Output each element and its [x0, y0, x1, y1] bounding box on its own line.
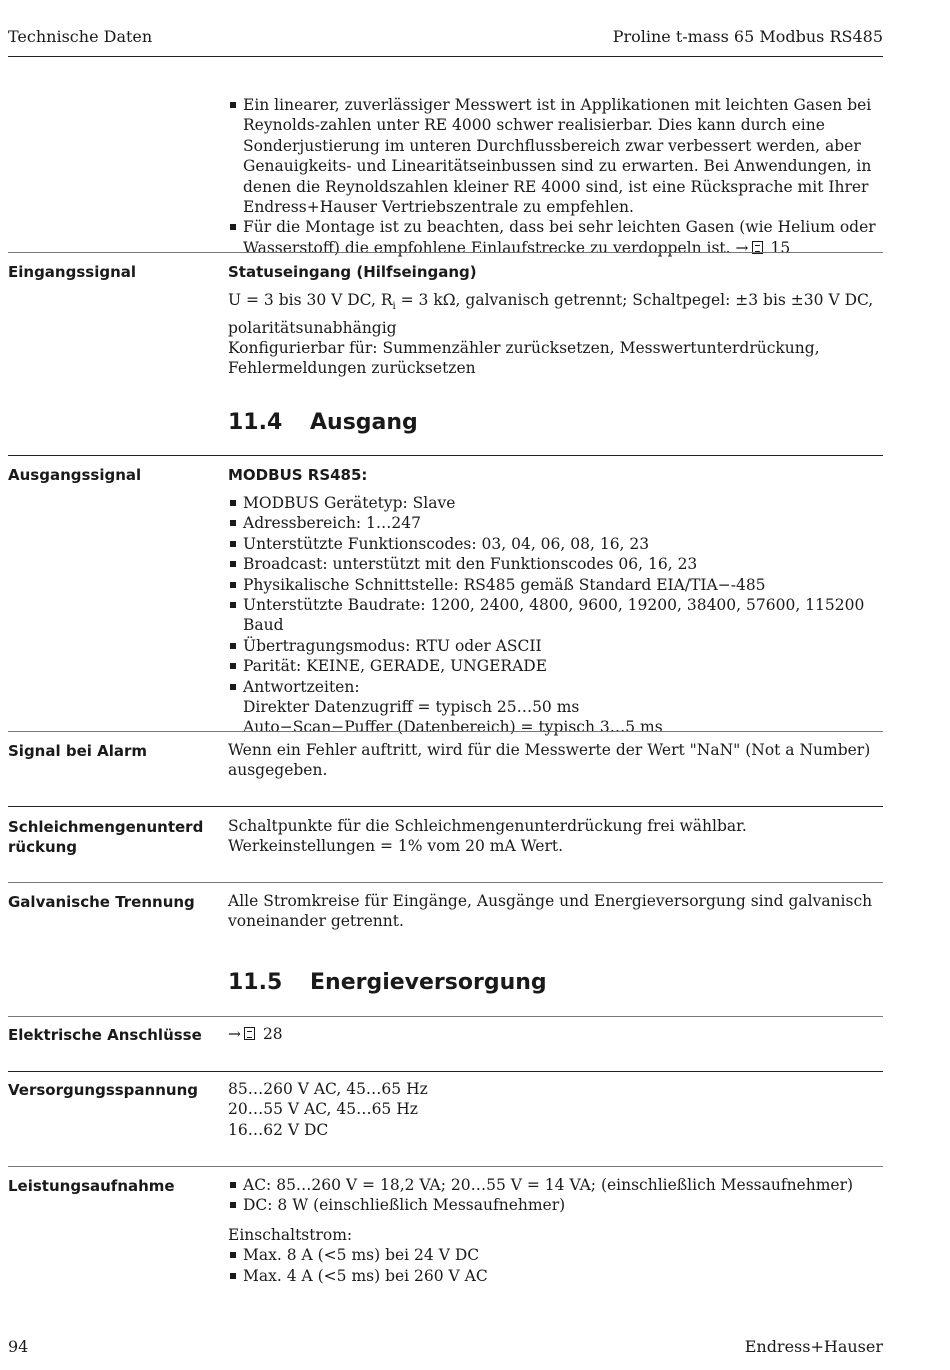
list-item: Unterstützte Funktionscodes: 03, 04, 06, 08, 16, 23: [228, 534, 888, 554]
arrow-right-icon: →: [735, 238, 749, 257]
galvanisch-text: Alle Stromkreise für Eingänge, Ausgänge und Energieversorgung sind galvanisch voneinander getrennt.: [228, 892, 873, 931]
header-right: Proline t-mass 65 Modbus RS485: [612, 27, 883, 46]
leistung-content: [228, 1175, 888, 1286]
divider: [8, 1166, 883, 1167]
ausgangssignal-content: [228, 465, 888, 738]
list-item: Physikalische Schnittstelle: RS485 gemäß Standard EIA/TIA−‑485: [228, 575, 888, 595]
section-number: 11.4: [228, 410, 283, 435]
intro-list: [228, 95, 888, 258]
divider: [8, 882, 883, 883]
list-item: AC: 85…260 V = 18,2 VA; 20…55 V = 14 VA; (einschließlich Messaufnehmer): [228, 1175, 888, 1195]
list-item: Antwortzeiten: Direkter Datenzugriff = typisch 25…50 ms Auto−Scan−Puffer (Datenbereich) = typisch 3…5 ms: [228, 677, 888, 738]
list-item: Max. 8 A (<5 ms) bei 24 V DC: [228, 1245, 888, 1265]
eingangssignal-content: [228, 262, 888, 379]
list-item: MODBUS Gerätetyp: Slave: [228, 493, 888, 513]
row-label-schleichmenge: Schleichmengenunterdrückung: [8, 818, 204, 856]
page-number: 94: [8, 1337, 29, 1356]
page-ref[interactable]: 15: [770, 238, 791, 257]
eingang-line-1: U = 3 bis 30 V DC, $R_i = 3$ kΩ, galvanisch getrennt; Schaltpegel: ±3 bis ±30 V DC, polaritätsunabhängig: [228, 291, 874, 337]
versorgung-content: 85…260 V AC, 45…65 Hz 20…55 V AC, 45…65 Hz 16…62 V DC: [228, 1080, 428, 1139]
divider: [8, 252, 883, 253]
einschalt-label: Einschaltstrom:: [228, 1225, 353, 1244]
footer-brand: Endress+Hauser: [744, 1337, 883, 1356]
divider: [8, 1071, 883, 1072]
row-label-galvanisch: Galvanische Trennung: [8, 893, 195, 911]
divider: [8, 731, 883, 732]
header-rule: [8, 56, 883, 57]
list-item: Adressbereich: 1…247: [228, 513, 888, 533]
list-item: Für die Montage ist zu beachten, dass bei sehr leichten Gasen (wie Helium oder Wasserstoff) die empfohlene Einlaufstrecke zu verdoppeln ist. → 15: [228, 217, 888, 258]
list-item: Übertragungsmodus: RTU oder ASCII: [228, 636, 888, 656]
subheading: Statuseingang (Hilfseingang): [228, 263, 477, 281]
subheading: MODBUS RS485:: [228, 466, 368, 484]
list-item: Ein linearer, zuverlässiger Messwert ist in Applikationen mit leichten Gasen bei Reynolds-zahlen unter RE 4000 schwer realisierbar. Dies kann durch eine Sonderjustierung im unteren Durchflussbereich zwar verbessert werden, aber Genauigkeits- und Linearitätseinbussen sind zu erwarten. Bei Anwendungen, in denen die Reynoldszahlen kleiner RE 4000 sind, ist eine Rücksprache mit Ihrer Endress+Hauser Vertriebszentrale zu empfehlen.: [228, 95, 888, 217]
section-title: Energieversorgung: [310, 970, 547, 995]
list-item: DC: 8 W (einschließlich Messaufnehmer): [228, 1195, 888, 1215]
section-heading-energieversorgung: [228, 970, 547, 995]
schleichmenge-content: Schaltpunkte für die Schleichmengenunterdrückung frei wählbar. Werkeinstellungen = 1% vom 20 mA Wert.: [228, 817, 747, 856]
list-item: Broadcast: unterstützt mit den Funktionscodes 06, 16, 23: [228, 554, 888, 574]
eingang-line-2: Konfigurierbar für: Summenzähler zurücksetzen, Messwertunterdrückung, Fehlermeldungen zurücksetzen: [228, 338, 820, 378]
section-number: 11.5: [228, 970, 283, 995]
list-item: Max. 4 A (<5 ms) bei 260 V AC: [228, 1266, 888, 1286]
row-label-alarm: Signal bei Alarm: [8, 742, 148, 760]
section-title: Ausgang: [310, 410, 418, 435]
divider: [8, 1016, 883, 1017]
divider: [8, 455, 883, 456]
section-heading-ausgang: [228, 410, 418, 435]
anschluesse-ref: [228, 1024, 888, 1044]
row-label-ausgangssignal: Ausgangssignal: [8, 466, 142, 484]
page-ref[interactable]: 28: [262, 1025, 283, 1043]
page-ref-icon: [244, 1027, 255, 1040]
row-label-versorgung: Versorgungsspannung: [8, 1081, 198, 1099]
header-left: Technische Daten: [8, 27, 153, 46]
list-item: Unterstützte Baudrate: 1200, 2400, 4800, 9600, 19200, 38400, 57600, 115200 Baud: [228, 595, 888, 636]
arrow-right-icon: →: [228, 1025, 241, 1043]
row-label-eingangssignal: Eingangssignal: [8, 263, 137, 281]
row-label-leistung: Leistungsaufnahme: [8, 1177, 175, 1195]
alarm-text: Wenn ein Fehler auftritt, wird für die Messwerte der Wert "NaN" (Not a Number) ausgegeben.: [228, 741, 871, 780]
divider: [8, 806, 883, 807]
list-item: Parität: KEINE, GERADE, UNGERADE: [228, 656, 888, 676]
row-label-anschluesse: Elektrische Anschlüsse: [8, 1026, 202, 1044]
